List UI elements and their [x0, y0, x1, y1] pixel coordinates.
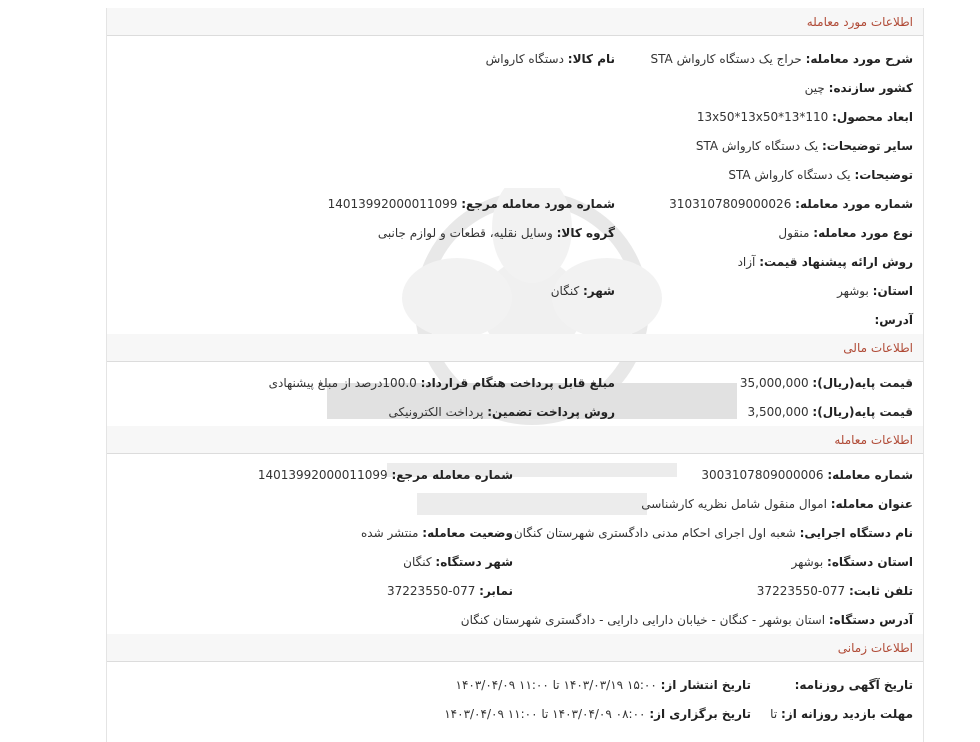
contract-payment-label: مبلغ قابل پرداخت هنگام قرارداد:	[420, 376, 615, 390]
deal-ref-label: شماره مورد معامله مرجع:	[461, 197, 615, 211]
org-city-value: کنگان	[403, 555, 432, 569]
deal-number-label: شماره مورد معامله:	[795, 197, 913, 211]
org-city-row	[403, 555, 513, 569]
guarantee-price-row	[748, 405, 913, 419]
dims-label: ابعاد محصول:	[832, 110, 913, 124]
org-name-row	[514, 526, 913, 540]
visit-deadline-row	[770, 707, 913, 721]
deal-desc-label: شرح مورد معامله:	[805, 52, 913, 66]
city-label: شهر:	[583, 284, 615, 298]
contract-payment-value: 100.0درصد از مبلغ پیشنهادی	[268, 376, 417, 390]
section-header-deal: اطلاعات مورد معامله	[107, 8, 923, 36]
transaction-number-row	[701, 468, 913, 482]
base-price-label: قیمت پایه(ریال):	[812, 376, 913, 390]
province-value: بوشهر	[837, 284, 869, 298]
price-method-row	[738, 255, 913, 269]
hold-date-row	[444, 707, 751, 721]
newspaper-date-row	[795, 678, 913, 692]
address-row	[874, 313, 913, 327]
price-method-label: روش ارائه پیشنهاد قیمت:	[759, 255, 913, 269]
org-city-label: شهر دستگاه:	[435, 555, 513, 569]
deal-desc-value: حراج یک دستگاه کارواش STA	[650, 52, 802, 66]
other-desc-label: سایر توضیحات:	[822, 139, 913, 153]
phone-label: تلفن ثابت:	[848, 584, 913, 598]
visit-deadline-value: تا	[770, 707, 778, 721]
transaction-number-label: شماره معامله:	[827, 468, 913, 482]
transaction-title-value: اموال منقول شامل نظریه کارشناسی	[641, 497, 827, 511]
transaction-number-value: 3003107809000006	[701, 468, 824, 482]
hold-date-value: ۰۸:۰۰ ۱۴۰۳/۰۴/۰۹ تا ۱۱:۰۰ ۱۴۰۳/۰۴/۰۹	[444, 707, 646, 721]
org-province-value: بوشهر	[791, 555, 824, 569]
transaction-ref-value: 14013992000011099	[257, 468, 388, 482]
goods-group-row	[378, 226, 615, 240]
deal-ref-value: 14013992000011099	[327, 197, 458, 211]
guarantee-method-value: پرداخت الکترونیکی	[388, 405, 484, 419]
transaction-title-row	[641, 497, 913, 511]
address-label: آدرس:	[874, 313, 913, 327]
deal-type-row	[778, 226, 913, 240]
goods-name-row	[486, 52, 615, 66]
publish-date-row	[456, 678, 751, 692]
visit-deadline-label: مهلت بازدید روزانه از:	[781, 707, 913, 721]
newspaper-date-label: تاریخ آگهی روزنامه:	[794, 678, 913, 692]
notes-row	[728, 168, 913, 182]
notes-label: توضیحات:	[854, 168, 913, 182]
goods-name-label: نام کالا:	[567, 52, 615, 66]
dims-row	[697, 110, 913, 124]
city-row	[551, 284, 615, 298]
goods-group-value: وسایل نقلیه، قطعات و لوازم جانبی	[377, 226, 553, 240]
deal-number-row	[669, 197, 913, 211]
transaction-ref-label: شماره معامله مرجع:	[391, 468, 513, 482]
base-price-row	[740, 376, 913, 390]
province-label: استان:	[872, 284, 913, 298]
guarantee-price-label: قیمت پایه(ریال):	[812, 405, 913, 419]
transaction-status-row	[361, 526, 513, 540]
deal-type-value: منقول	[778, 226, 810, 240]
contract-payment-row	[269, 376, 615, 390]
deal-desc-row	[651, 52, 913, 66]
fax-value: 077-37223550	[387, 584, 476, 598]
country-value: چین	[804, 81, 825, 95]
deal-ref-row	[328, 197, 615, 211]
other-desc-value: یک دستگاه کارواش STA	[695, 139, 819, 153]
notes-value: یک دستگاه کارواش STA	[728, 168, 851, 182]
org-address-label: آدرس دستگاه:	[828, 613, 913, 627]
fax-row	[387, 584, 513, 598]
guarantee-method-label: روش پرداخت تضمین:	[487, 405, 615, 419]
guarantee-method-row	[389, 405, 615, 419]
goods-name-value: دستگاه کارواش	[485, 52, 564, 66]
base-price-value: 35,000,000	[739, 376, 809, 390]
org-name-label: نام دستگاه اجرایی:	[799, 526, 913, 540]
deal-number-value: 3103107809000026	[669, 197, 792, 211]
province-row	[837, 284, 913, 298]
transaction-status-label: وضعیت معامله:	[422, 526, 513, 540]
country-row	[805, 81, 913, 95]
org-name-value: شعبه اول اجرای احکام مدنی دادگستری شهرستان کنگان	[513, 526, 796, 540]
other-desc-row	[696, 139, 913, 153]
price-method-value: آزاد	[737, 255, 756, 269]
phone-value: 077-37223550	[756, 584, 846, 598]
goods-group-label: گروه کالا:	[556, 226, 615, 240]
dims-value: 110*13*13x50*13x50	[696, 110, 829, 124]
deal-type-label: نوع مورد معامله:	[813, 226, 913, 240]
transaction-title-label: عنوان معامله:	[830, 497, 913, 511]
org-address-row	[461, 613, 913, 627]
deal-page	[106, 8, 924, 742]
section-header-financial: اطلاعات مالی	[107, 334, 923, 362]
section-header-timing: اطلاعات زمانی	[107, 634, 923, 662]
org-address-value: استان بوشهر - کنگان - خیابان دارایی دارایی - دادگستری شهرستان کنگان	[460, 613, 826, 627]
country-label: کشور سازنده:	[828, 81, 913, 95]
guarantee-price-value: 3,500,000	[747, 405, 809, 419]
org-province-label: استان دستگاه:	[827, 555, 913, 569]
transaction-ref-row	[258, 468, 513, 482]
publish-date-label: تاریخ انتشار از:	[660, 678, 751, 692]
fax-label: نمابر:	[479, 584, 513, 598]
hold-date-label: تاریخ برگزاری از:	[649, 707, 751, 721]
section-header-transaction: اطلاعات معامله	[107, 426, 923, 454]
org-province-row	[791, 555, 913, 569]
phone-row	[757, 584, 913, 598]
city-value: کنگان	[550, 284, 580, 298]
transaction-status-value: منتشر شده	[360, 526, 419, 540]
publish-date-value: ۱۵:۰۰ ۱۴۰۳/۰۳/۱۹ تا ۱۱:۰۰ ۱۴۰۳/۰۴/۰۹	[455, 678, 657, 692]
